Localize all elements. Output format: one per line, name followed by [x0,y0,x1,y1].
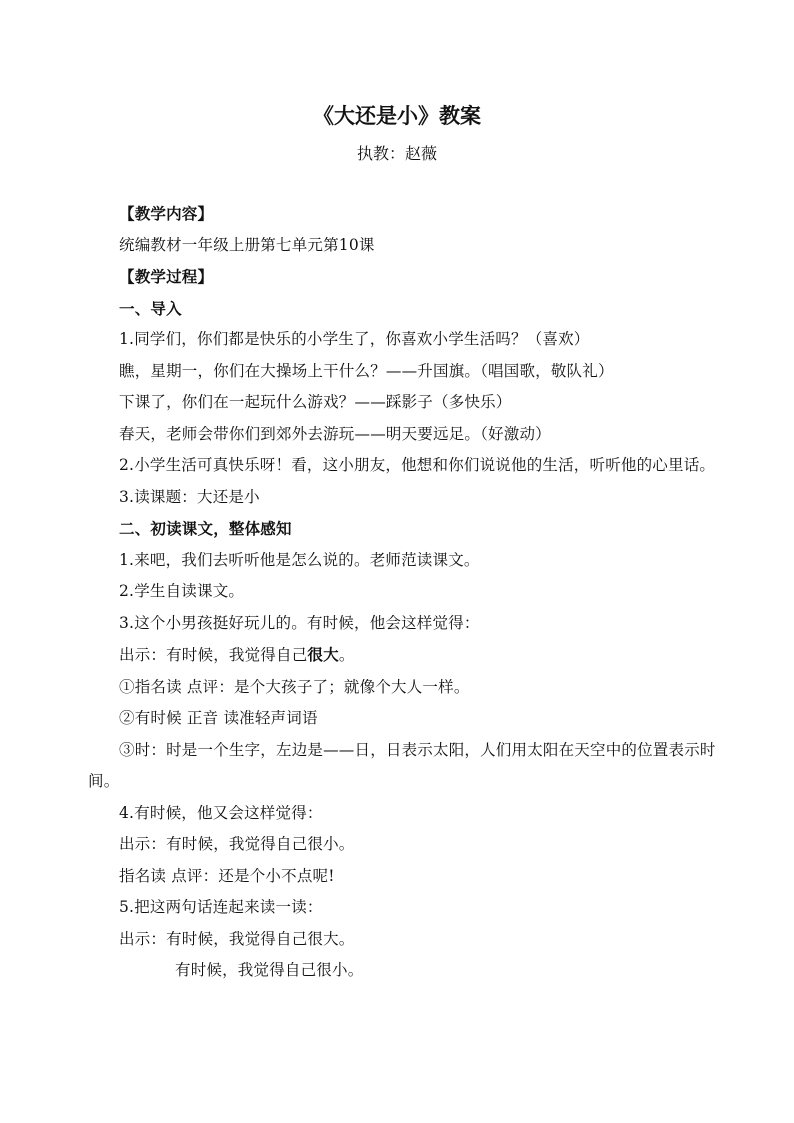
section-heading-process: 【教学过程】 [119,267,214,286]
paragraph: 出示：有时候，我觉得自己很大。 [119,929,355,948]
document-title: 《大还是小》教案 [313,103,481,128]
paragraph: 下课了，你们在一起玩什么游戏？——踩影子（多快乐） [119,393,512,411]
section-heading-content: 【教学内容】 [119,204,214,223]
paragraph-show-big [88,639,716,672]
paragraph: 5.把这两句话连起来读一读： [119,898,323,916]
paragraph: 瞧，星期一，你们在大操场上干什么？——升国旗。（唱国歌，敬队礼） [119,361,614,380]
paragraph: 2.小学生活可真快乐呀！看，这小朋友，他想和你们说说他的生活，听听他的心里话。 [119,456,716,474]
show-prefix: 出示：有时候，我觉得自己 [119,646,308,664]
paragraph: 4.有时候，他又会这样觉得： [119,803,323,822]
paragraph-continued: 有时候，我觉得自己很小。 [175,961,364,979]
show-bold-text: 很大 [307,645,339,664]
paragraph: 3.读课题：大还是小 [119,487,260,506]
paragraph: 春天，老师会带你们到郊外去游玩——明天要远足。（好激动） [119,424,551,443]
paragraph: 1.同学们，你们都是快乐的小学生了，你喜欢小学生活吗？（喜欢） [119,330,590,348]
document-body [88,198,716,987]
paragraph: 2.学生自读课文。 [119,582,245,600]
paragraph: 1.来吧，我们去听听他是怎么说的。老师范读课文。 [119,550,480,569]
paragraph: ③时：时是一个生字，左边是——日，日表示太阳，人们用太阳在天空中的位置表示时间。 [88,740,716,790]
paragraph-content: 统编教材一年级上册第七单元第10课 [119,235,375,254]
show-suffix: 。 [338,646,355,664]
section-heading-reading: 二、初读课文，整体感知 [119,519,292,538]
document-author: 执教：赵薇 [356,144,437,163]
section-heading-intro: 一、导入 [119,298,182,318]
paragraph: ①指名读 点评：是个大孩子了；就像个大人一样。 [119,677,470,696]
paragraph: ②有时候 正音 读准轻声词语 [119,709,318,727]
paragraph: 3.这个小男孩挺好玩儿的。有时候，他会这样觉得： [119,613,480,632]
paragraph: 出示：有时候，我觉得自己很小。 [119,835,355,853]
paragraph: 指名读 点评：还是个小不点呢! [119,866,335,885]
